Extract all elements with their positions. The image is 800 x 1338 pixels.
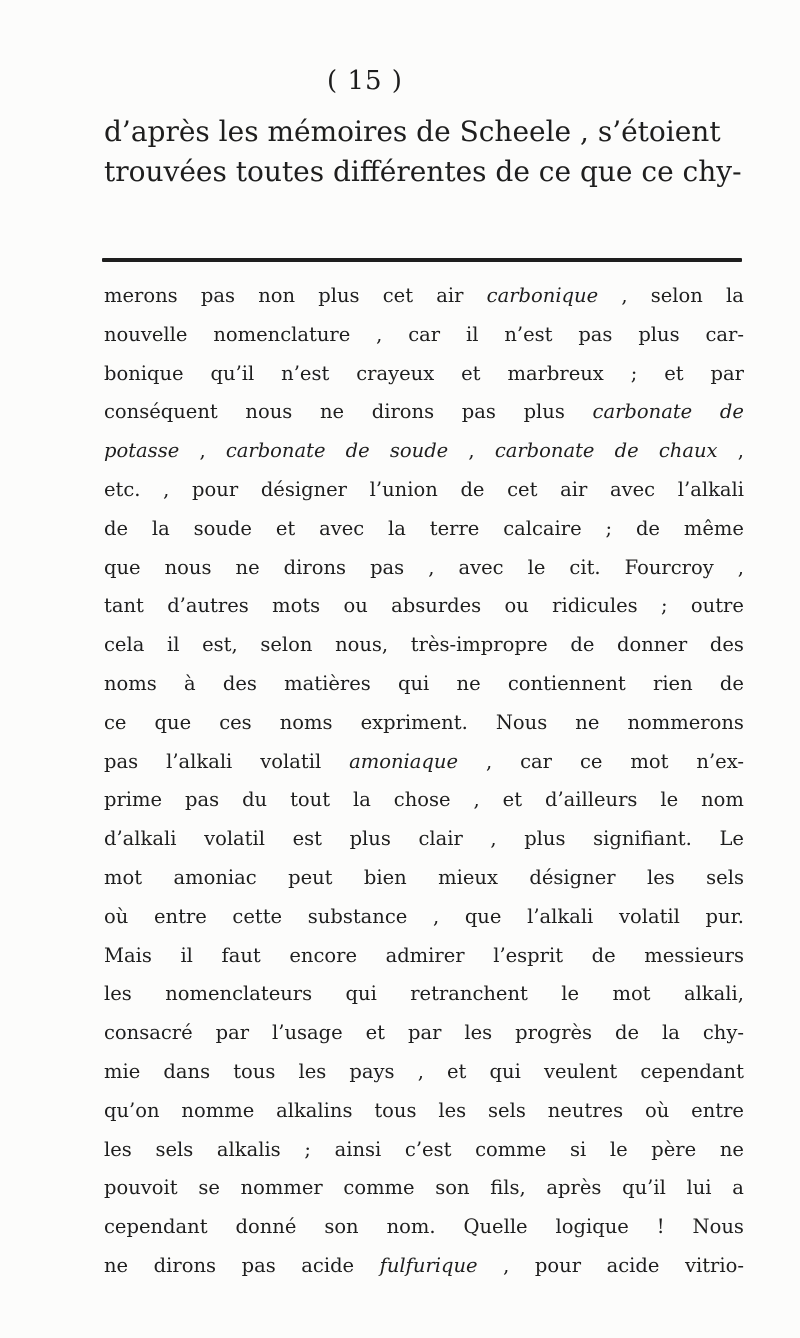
word: de [460, 477, 485, 501]
text-line [104, 549, 744, 588]
word: alkalins [276, 1098, 353, 1122]
word: soude [389, 439, 449, 463]
word: et [461, 361, 481, 385]
word: pays [349, 1059, 395, 1083]
word: ne [235, 555, 260, 579]
text-line [104, 743, 744, 782]
word: fils, [490, 1176, 526, 1200]
word: nomenclature [213, 322, 351, 346]
word: dirons [153, 1253, 217, 1277]
word: d’ailleurs [544, 788, 638, 812]
word: pur. [705, 904, 744, 928]
word: mieux [438, 865, 498, 889]
word: la [726, 284, 744, 307]
word: amoniaque [349, 749, 458, 773]
word: les [104, 1137, 132, 1161]
word: les [464, 1021, 493, 1045]
word: dirons [371, 400, 435, 424]
word: mot [612, 982, 651, 1006]
word: absurdes [391, 594, 482, 618]
word: , [468, 439, 475, 463]
word: , [417, 1059, 424, 1083]
text-line [104, 1092, 744, 1131]
word: d’alkali [104, 827, 177, 851]
word: outre [690, 594, 744, 618]
word: Fourcroy [624, 555, 714, 579]
word: amoniac [173, 865, 257, 889]
word: car- [705, 322, 744, 346]
word: les [646, 865, 675, 889]
word: acide [606, 1253, 660, 1277]
word: ne [319, 400, 345, 424]
word: ou [343, 594, 368, 618]
word: le [660, 788, 679, 812]
word: à [184, 671, 196, 695]
word: de [635, 516, 660, 540]
word: de [591, 943, 616, 967]
word: n’est [504, 322, 553, 346]
word: expriment. [360, 710, 468, 734]
word: même [683, 516, 744, 540]
word: nomme [181, 1098, 255, 1122]
word: mot [104, 865, 143, 889]
word: sels [706, 865, 744, 889]
word: chaux [658, 439, 718, 463]
word: car [408, 322, 441, 346]
word: carbonate [494, 439, 595, 463]
word: tout [290, 788, 331, 812]
word: nom [701, 788, 744, 812]
word: a [732, 1176, 744, 1200]
word: , [199, 439, 206, 463]
word: ne [104, 1253, 129, 1277]
word: des [709, 633, 744, 657]
text-line [104, 937, 744, 976]
word: mots [272, 594, 321, 618]
word: dans [163, 1059, 211, 1083]
word: plus [638, 322, 680, 346]
word: alkali, [683, 982, 744, 1006]
word: nous [164, 555, 212, 579]
word: ce [104, 710, 127, 734]
word: terre [429, 516, 480, 540]
word: de [570, 633, 595, 657]
word: admirer [385, 943, 465, 967]
word: , [163, 477, 170, 501]
word: donné [235, 1215, 297, 1239]
word: plus [524, 827, 566, 851]
word: calcaire [503, 516, 582, 540]
word: et [275, 516, 296, 540]
word: après [546, 1176, 602, 1200]
text-line [104, 820, 744, 859]
word: pouvoit [104, 1176, 178, 1200]
word: mie [104, 1059, 141, 1083]
word: il [166, 633, 180, 657]
word: est [292, 827, 322, 851]
word: , [490, 827, 497, 851]
word: cit. [569, 555, 601, 579]
word: noms [104, 671, 157, 695]
word: de [614, 439, 639, 463]
text-line [104, 277, 744, 316]
word: marbreux [507, 361, 604, 385]
word: avec [319, 516, 365, 540]
word: conséquent [104, 400, 218, 424]
word: , [432, 904, 440, 928]
word: prime [104, 788, 163, 812]
word: ne [456, 671, 481, 695]
word: matières [284, 671, 371, 695]
word: qui [345, 982, 377, 1006]
word: avec [609, 477, 656, 501]
word: très-impropre [410, 633, 548, 657]
word: père [651, 1137, 697, 1161]
word: nommer [240, 1176, 323, 1200]
word: mot [630, 749, 669, 773]
word: ne [719, 1137, 744, 1161]
word: vitrio- [684, 1253, 744, 1277]
main-paragraph [104, 277, 744, 1286]
word: nommerons [627, 710, 744, 734]
top-paragraph [104, 112, 744, 192]
word: le [527, 555, 546, 579]
word: consacré [104, 1021, 193, 1045]
word: volatil [618, 904, 680, 928]
text-line [104, 316, 744, 355]
text-line [104, 859, 744, 898]
word: contiennent [507, 671, 626, 695]
word: entre [153, 904, 207, 928]
word: de [345, 439, 370, 463]
text-line [104, 898, 744, 937]
word: donner [617, 633, 688, 657]
word: des [222, 671, 257, 695]
text-line [104, 665, 744, 704]
word: selon [260, 633, 313, 657]
word: plus [349, 827, 391, 851]
text-line [104, 471, 744, 510]
word: , [737, 439, 744, 463]
word: et [664, 361, 684, 385]
section-divider [102, 258, 742, 262]
word: fulfurique [379, 1253, 478, 1277]
word: clair [418, 827, 463, 851]
text-line [104, 1053, 744, 1092]
word: qui [489, 1059, 521, 1083]
word: comme [475, 1137, 547, 1161]
text-line [104, 781, 744, 820]
word: Nous [495, 710, 548, 734]
word: substance [307, 904, 408, 928]
word: pas [200, 284, 235, 307]
text-line [104, 355, 744, 394]
word: faut [221, 943, 261, 967]
word: noms [279, 710, 333, 734]
word: veulent [543, 1059, 618, 1083]
word: pas [578, 322, 613, 346]
word: chy- [702, 1021, 744, 1045]
word: Nous [692, 1215, 744, 1239]
word: Mais [104, 943, 152, 967]
word: cette [232, 904, 283, 928]
word: les [438, 1098, 467, 1122]
word: encore [289, 943, 357, 967]
word: par [408, 1021, 442, 1045]
word: , [503, 1253, 510, 1277]
word: est, [202, 633, 238, 657]
word: plus [523, 400, 565, 424]
word: se [198, 1176, 220, 1200]
word: tant [104, 594, 144, 618]
word: Le [719, 827, 744, 851]
word: potasse [104, 439, 180, 463]
word: logique [555, 1215, 629, 1239]
word: où [644, 1098, 670, 1122]
word: les [298, 1059, 327, 1083]
word: d’autres [167, 594, 249, 618]
text-line [104, 1131, 744, 1170]
word: carbonique [486, 284, 599, 307]
word: qu’il [622, 1176, 666, 1200]
word: l’alkali [527, 904, 594, 928]
word: ! [656, 1215, 665, 1239]
word: retranchent [410, 982, 528, 1006]
word: sels [488, 1098, 526, 1122]
word: carbonate [225, 439, 326, 463]
text-line [104, 587, 744, 626]
word: l’alkali [677, 477, 744, 501]
word: tous [233, 1059, 276, 1083]
word: l’union [369, 477, 438, 501]
word: crayeux [356, 361, 435, 385]
word: c’est [404, 1137, 452, 1161]
word: pas [461, 400, 496, 424]
word: , [473, 788, 480, 812]
word: pour [534, 1253, 582, 1277]
word: il [465, 322, 479, 346]
word: lui [686, 1176, 712, 1200]
word: pas [241, 1253, 276, 1277]
word: par [710, 361, 744, 385]
text-line [104, 1014, 744, 1053]
word: , [376, 322, 383, 346]
word: , [737, 555, 744, 579]
word: l’esprit [493, 943, 564, 967]
text-line [104, 393, 744, 432]
word: volatil [204, 827, 265, 851]
word: dirons [283, 555, 347, 579]
text-line [104, 1247, 744, 1286]
word: carbonate [592, 400, 693, 424]
word: bonique [104, 361, 184, 385]
word: cela [104, 633, 145, 657]
word: nous [245, 400, 293, 424]
word: l’alkali [166, 749, 233, 773]
word: de [104, 516, 129, 540]
word: par [215, 1021, 250, 1045]
word: cependant [104, 1215, 208, 1239]
word: ridicules [552, 594, 638, 618]
word: cet [382, 284, 414, 307]
word: n’ex- [696, 749, 744, 773]
word: bien [363, 865, 407, 889]
word: que [154, 710, 192, 734]
word: de [615, 1021, 640, 1045]
word: signifiant. [593, 827, 692, 851]
word: ou [504, 594, 529, 618]
word: ne [575, 710, 600, 734]
word: et [365, 1021, 386, 1045]
word: car [520, 749, 552, 773]
word: qui [398, 671, 430, 695]
word: ; [304, 1137, 311, 1161]
word: ; [605, 516, 613, 540]
top-line: trouvées toutes différentes de ce que ce chy- [104, 155, 742, 188]
word: progrès [515, 1021, 593, 1045]
word: pas [370, 555, 405, 579]
word: l’usage [272, 1021, 343, 1045]
top-line: d’après les mémoires de Scheele , s’étoient [104, 115, 721, 148]
text-line [104, 432, 744, 471]
word: comme [343, 1176, 415, 1200]
word: nom. [386, 1215, 436, 1239]
word: sels [155, 1137, 194, 1161]
word: pour [192, 477, 239, 501]
word: non [258, 284, 296, 307]
word: ainsi [334, 1137, 382, 1161]
word: air [436, 284, 464, 307]
text-line [104, 1208, 744, 1247]
word: soude [193, 516, 252, 540]
word: cet [507, 477, 538, 501]
word: neutres [547, 1098, 624, 1122]
word: et [447, 1059, 467, 1083]
word: désigner [260, 477, 347, 501]
text-line [104, 626, 744, 665]
word: avec [458, 555, 504, 579]
word: , [485, 749, 493, 773]
word: pas [185, 788, 220, 812]
word: et [502, 788, 523, 812]
word: , [428, 555, 435, 579]
word: messieurs [644, 943, 744, 967]
word: , [621, 284, 628, 307]
word: selon [650, 284, 703, 307]
word: si [569, 1137, 587, 1161]
word: son [324, 1215, 359, 1239]
word: qu’on [104, 1098, 160, 1122]
word: nouvelle [104, 322, 188, 346]
word: du [242, 788, 268, 812]
word: ce [579, 749, 603, 773]
text-line [104, 975, 744, 1014]
word: qu’il [210, 361, 255, 385]
word: la [662, 1021, 680, 1045]
word: ces [219, 710, 252, 734]
word: le [561, 982, 580, 1006]
word: de [719, 671, 744, 695]
word: pas [104, 749, 139, 773]
word: tous [374, 1098, 417, 1122]
word: peut [288, 865, 333, 889]
word: chose [393, 788, 451, 812]
word: entre [691, 1098, 744, 1122]
word: ; [661, 594, 668, 618]
word: de [719, 400, 744, 424]
word: que [464, 904, 502, 928]
word: alkalis [216, 1137, 281, 1161]
word: désigner [529, 865, 616, 889]
text-line [104, 1169, 744, 1208]
word: air [560, 477, 588, 501]
word: nous, [335, 633, 389, 657]
word: la [151, 516, 170, 540]
word: il [180, 943, 193, 967]
word: acide [301, 1253, 355, 1277]
word: cependant [640, 1059, 744, 1083]
word: où [104, 904, 129, 928]
word: n’est [281, 361, 330, 385]
text-line [104, 510, 744, 549]
word: son [435, 1176, 470, 1200]
word: nomenclateurs [165, 982, 313, 1006]
word: merons [104, 284, 178, 307]
word: que [104, 555, 141, 579]
word: le [609, 1137, 628, 1161]
word: la [388, 516, 406, 540]
word: rien [653, 671, 693, 695]
word: plus [318, 284, 360, 307]
text-line [104, 704, 744, 743]
word: volatil [260, 749, 322, 773]
page-number: ( 15 ) [327, 66, 403, 96]
word: etc. [104, 477, 141, 501]
word: ; [630, 361, 638, 385]
word: la [352, 788, 371, 812]
word: Quelle [463, 1215, 528, 1239]
word: les [104, 982, 132, 1006]
